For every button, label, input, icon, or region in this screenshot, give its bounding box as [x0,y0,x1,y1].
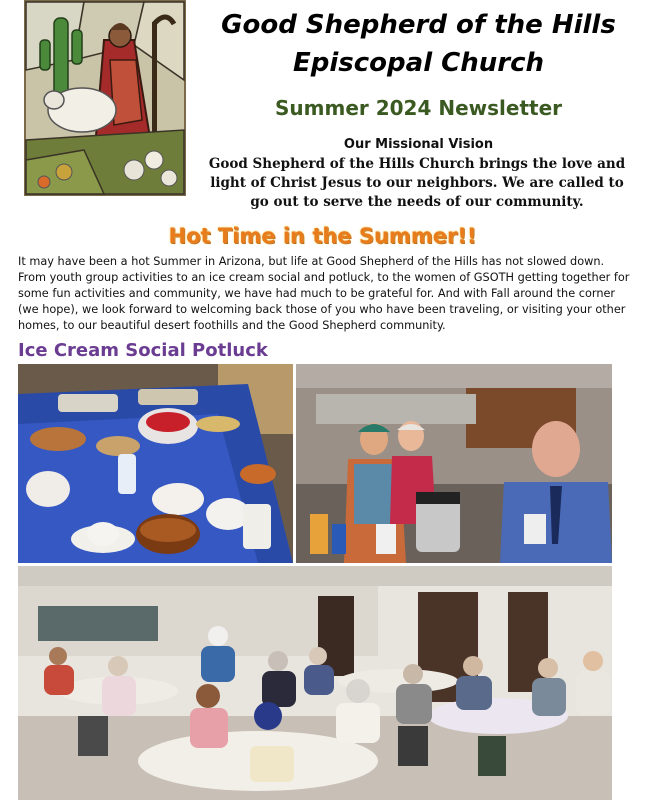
kitchen-volunteers-photo [296,364,612,563]
section-heading: Ice Cream Social Potluck [18,340,268,361]
newsletter-title: Summer 2024 Newsletter [275,96,562,120]
article-body: It may have been a hot Summer in Arizona, but life at Good Shepherd of the Hills has not slowed down. From youth group activities to an ice cream social and potluck, to the women of GSOTH getting together for some fun activities and community, we have had much to be grateful for. And with Fall around the corner (we hope), we look forward to welcoming back those of you who have been traveling, or visiting your other homes, to our beautiful desert foothills and the Good Shepherd community. [18,255,630,332]
vision-heading: Our Missional Vision [343,137,494,152]
church-name-line1: Good Shepherd of the Hills [221,10,616,40]
stained-glass-shepherd-image [24,0,186,196]
church-name [196,6,641,82]
church-name-line2: Episcopal Church [293,48,544,78]
vision-text: Good Shepherd of the Hills Church brings the love and light of Christ Jesus to our neighbors. We are called to go out to serve the needs of our community. [208,156,626,210]
potluck-food-table-photo [18,364,293,563]
article-heading: Hot Time in the Summer!! [168,224,477,248]
fellowship-hall-gathering-photo [18,566,612,800]
